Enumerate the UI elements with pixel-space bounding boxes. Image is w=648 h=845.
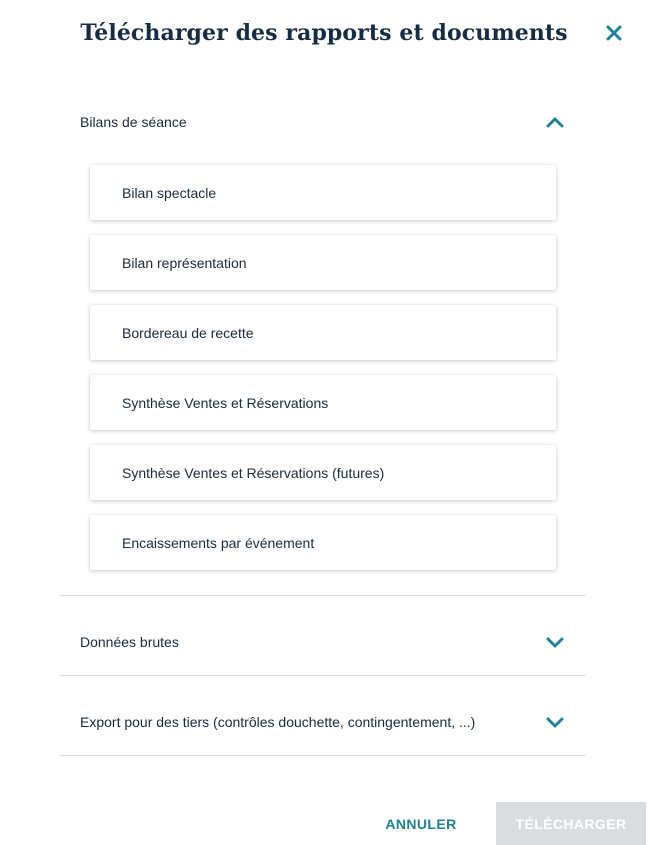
- modal-title: Télécharger des rapports et documents: [80, 20, 568, 46]
- list-item-bilan-spectacle[interactable]: [90, 165, 556, 220]
- chevron-up-icon: [546, 116, 564, 128]
- download-button[interactable]: TÉLÉCHARGER: [496, 802, 646, 845]
- close-button[interactable]: [600, 19, 628, 47]
- list-item-synthese-ventes[interactable]: [90, 375, 556, 430]
- item-label: Bordereau de recette: [122, 324, 254, 341]
- section-divider: [60, 595, 586, 596]
- item-label: Bilan spectacle: [122, 184, 217, 201]
- item-label: Synthèse Ventes et Réservations: [122, 394, 329, 411]
- section-header-export-tiers[interactable]: [60, 682, 586, 762]
- section-header-donnees-brutes[interactable]: [60, 602, 586, 682]
- list-item-encaissements[interactable]: [90, 515, 556, 570]
- section-label: Export pour des tiers (contrôles douchette, contingentement, ...): [80, 714, 476, 730]
- section-donnees-brutes: [60, 602, 586, 682]
- item-label: Encaissements par événement: [122, 534, 315, 551]
- chevron-down-icon: [546, 636, 564, 648]
- list-item-synthese-ventes-futures[interactable]: [90, 445, 556, 500]
- section-label: Bilans de séance: [80, 114, 187, 130]
- chevron-down-icon: [546, 716, 564, 728]
- section-bilans-de-seance: [60, 82, 586, 162]
- item-label: Bilan représentation: [122, 254, 247, 271]
- section-export-tiers: [60, 682, 586, 762]
- section-divider: [60, 675, 586, 676]
- close-icon: [606, 25, 622, 41]
- section-header-bilans[interactable]: [60, 82, 586, 162]
- section-label: Données brutes: [80, 634, 179, 650]
- cancel-button[interactable]: ANNULER: [385, 815, 457, 832]
- item-label: Synthèse Ventes et Réservations (futures): [122, 464, 385, 481]
- list-item-bordereau-de-recette[interactable]: [90, 305, 556, 360]
- section-divider: [60, 755, 586, 756]
- list-item-bilan-representation[interactable]: [90, 235, 556, 290]
